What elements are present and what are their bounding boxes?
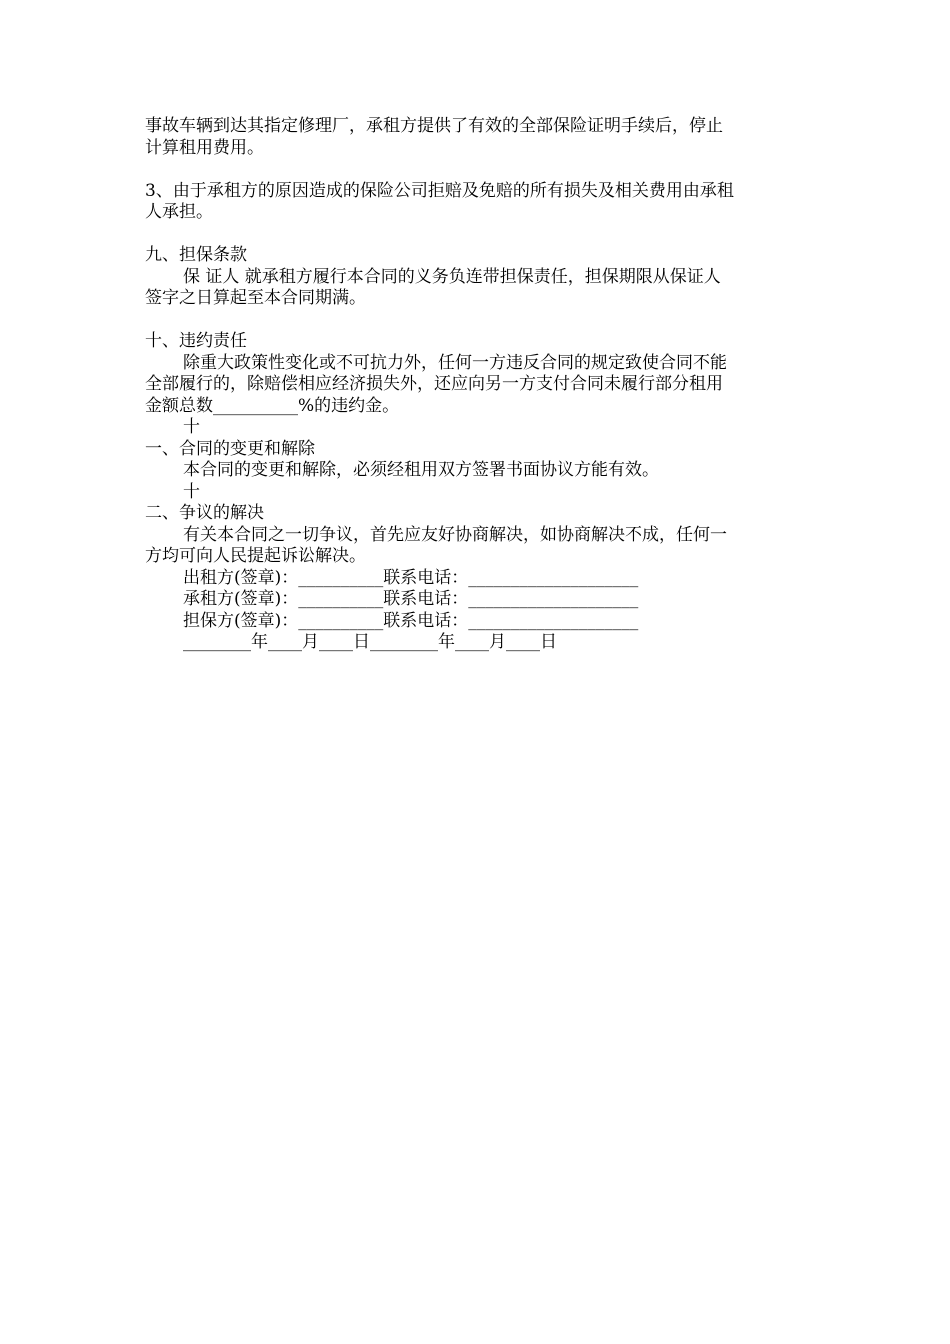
date-line: ________年____月____日________年____月____日 <box>183 632 557 652</box>
section-10-text: 金额总数__________%的违约金。 <box>145 395 400 416</box>
signature-lessor: 出租方(签章)：__________联系电话：____________________ <box>183 567 639 588</box>
paragraph-gap <box>145 159 805 181</box>
clause-3-text: 3、由于承租方的原因造成的保险公司拒赔及免赔的所有损失及相关费用由承租 <box>145 180 734 201</box>
section-10-text: 除重大政策性变化或不可抗力外，任何一方违反合同的规定致使合同不能 <box>183 352 727 373</box>
section-12-heading: 二、争议的解决 <box>145 503 264 523</box>
section-10-text: 全部履行的，除赔偿相应经济损失外，还应向另一方支付合同未履行部分租用 <box>145 374 723 394</box>
section-11-text: 本合同的变更和解除，必须经租用双方签署书面协议方能有效。 <box>183 460 659 480</box>
document-page <box>145 116 805 654</box>
section-12-text: 方均可向人民提起诉讼解决。 <box>145 546 366 566</box>
signature-guarantor: 担保方(签章)：__________联系电话：____________________ <box>183 610 639 631</box>
section-11-heading: 一、合同的变更和解除 <box>145 438 315 459</box>
section-12-text: 有关本合同之一切争议，首先应友好协商解决，如协商解决不成，任何一 <box>183 524 727 545</box>
clause-3-text: 人承担。 <box>145 202 213 222</box>
paragraph-gap <box>145 224 805 246</box>
section-11-heading-number: 十 <box>183 417 200 437</box>
section-9-heading: 九、担保条款 <box>145 245 247 265</box>
paragraph-text: 计算租用费用。 <box>145 137 264 158</box>
section-9-text: 保 证人 就承租方履行本合同的义务负连带担保责任，担保期限从保证人 <box>183 266 721 287</box>
paragraph-text: 事故车辆到达其指定修理厂，承租方提供了有效的全部保险证明手续后，停止 <box>145 116 723 136</box>
paragraph-gap <box>145 310 805 332</box>
section-9-text: 签字之日算起至本合同期满。 <box>145 288 366 308</box>
section-10-heading: 十、违约责任 <box>145 331 247 351</box>
signature-lessee: 承租方(签章)：__________联系电话：____________________ <box>183 589 639 609</box>
section-12-heading-number: 十 <box>183 481 200 502</box>
